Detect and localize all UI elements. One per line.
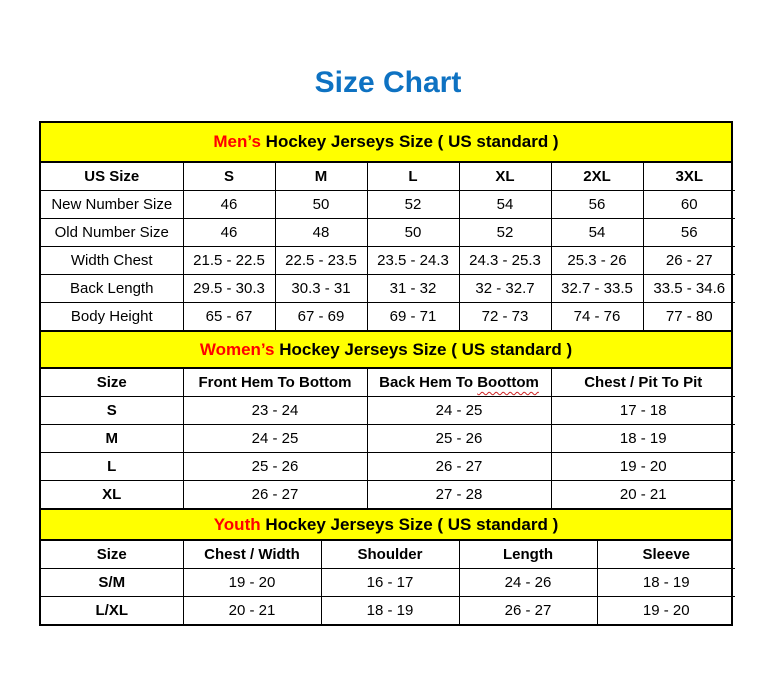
row-label: Back Length xyxy=(41,275,183,303)
womens-highlight: Women’s xyxy=(199,339,275,359)
table-cell: 56 xyxy=(643,219,735,247)
table-cell: 67 - 69 xyxy=(275,303,367,331)
table-row xyxy=(41,481,735,509)
youth-size-table xyxy=(41,541,735,624)
column-header: Size xyxy=(41,369,183,397)
table-cell: 74 - 76 xyxy=(551,303,643,331)
table-cell: 46 xyxy=(183,219,275,247)
table-row xyxy=(41,425,735,453)
row-label: M xyxy=(41,425,183,453)
table-cell: 26 - 27 xyxy=(643,247,735,275)
table-cell: 20 - 21 xyxy=(183,597,321,625)
youth-highlight: Youth xyxy=(213,514,261,534)
table-cell: 25 - 26 xyxy=(367,425,551,453)
table-cell: 23.5 - 24.3 xyxy=(367,247,459,275)
youth-header-row xyxy=(41,541,735,569)
table-cell: 52 xyxy=(459,219,551,247)
column-header: S xyxy=(183,163,275,191)
table-cell: 24 - 25 xyxy=(367,397,551,425)
table-cell: 54 xyxy=(459,191,551,219)
column-header: XL xyxy=(459,163,551,191)
row-label: Old Number Size xyxy=(41,219,183,247)
table-cell: 24 - 26 xyxy=(459,569,597,597)
table-row xyxy=(41,219,735,247)
table-cell: 65 - 67 xyxy=(183,303,275,331)
womens-section-title xyxy=(41,330,731,369)
misspelled-word: Boottom xyxy=(477,374,539,391)
table-cell: 19 - 20 xyxy=(597,597,735,625)
row-label: S xyxy=(41,397,183,425)
table-cell: 20 - 21 xyxy=(551,481,735,509)
table-cell: 46 xyxy=(183,191,275,219)
table-cell: 33.5 - 34.6 xyxy=(643,275,735,303)
table-cell: 19 - 20 xyxy=(551,453,735,481)
table-cell: 69 - 71 xyxy=(367,303,459,331)
row-label: New Number Size xyxy=(41,191,183,219)
table-cell: 32 - 32.7 xyxy=(459,275,551,303)
table-cell: 21.5 - 22.5 xyxy=(183,247,275,275)
table-cell: 56 xyxy=(551,191,643,219)
youth-title-rest: Hockey Jerseys Size ( US standard ) xyxy=(260,514,559,534)
table-cell: 72 - 73 xyxy=(459,303,551,331)
table-cell: 77 - 80 xyxy=(643,303,735,331)
row-label: Body Height xyxy=(41,303,183,331)
row-label: L xyxy=(41,453,183,481)
column-header: US Size xyxy=(41,163,183,191)
table-row xyxy=(41,569,735,597)
table-cell: 26 - 27 xyxy=(459,597,597,625)
table-cell: 32.7 - 33.5 xyxy=(551,275,643,303)
mens-header-row xyxy=(41,163,735,191)
column-header: Shoulder xyxy=(321,541,459,569)
table-cell: 25.3 - 26 xyxy=(551,247,643,275)
table-row xyxy=(41,453,735,481)
table-row xyxy=(41,191,735,219)
column-header: M xyxy=(275,163,367,191)
mens-title-rest: Hockey Jerseys Size ( US standard ) xyxy=(260,132,559,151)
table-cell: 25 - 26 xyxy=(183,453,367,481)
column-header: Length xyxy=(459,541,597,569)
table-cell: 26 - 27 xyxy=(367,453,551,481)
row-label: S/M xyxy=(41,569,183,597)
table-cell: 24.3 - 25.3 xyxy=(459,247,551,275)
column-header: Back Hem To Boottom xyxy=(367,369,551,397)
row-label: L/XL xyxy=(41,597,183,625)
page-title: Size Chart xyxy=(314,66,462,99)
column-header: Chest / Pit To Pit xyxy=(551,369,735,397)
mens-highlight: Men’s xyxy=(213,132,261,151)
column-header: Chest / Width xyxy=(183,541,321,569)
table-cell: 19 - 20 xyxy=(183,569,321,597)
column-header: Size xyxy=(41,541,183,569)
womens-size-table xyxy=(41,369,735,508)
table-cell: 23 - 24 xyxy=(183,397,367,425)
table-cell: 16 - 17 xyxy=(321,569,459,597)
mens-section-title xyxy=(41,123,731,163)
mens-size-table xyxy=(41,163,735,330)
table-cell: 50 xyxy=(275,191,367,219)
youth-section-title xyxy=(41,508,731,541)
table-row xyxy=(41,247,735,275)
table-cell: 48 xyxy=(275,219,367,247)
table-cell: 22.5 - 23.5 xyxy=(275,247,367,275)
row-label: Width Chest xyxy=(41,247,183,275)
table-cell: 18 - 19 xyxy=(597,569,735,597)
table-row xyxy=(41,597,735,625)
table-cell: 31 - 32 xyxy=(367,275,459,303)
table-cell: 18 - 19 xyxy=(551,425,735,453)
row-label: XL xyxy=(41,481,183,509)
table-cell: 50 xyxy=(367,219,459,247)
column-header: Front Hem To Bottom xyxy=(183,369,367,397)
column-header: 3XL xyxy=(643,163,735,191)
table-cell: 29.5 - 30.3 xyxy=(183,275,275,303)
column-header: Sleeve xyxy=(597,541,735,569)
table-cell: 60 xyxy=(643,191,735,219)
table-cell: 26 - 27 xyxy=(183,481,367,509)
womens-header-row xyxy=(41,369,735,397)
size-chart-tables xyxy=(39,121,733,626)
table-cell: 24 - 25 xyxy=(183,425,367,453)
table-cell: 27 - 28 xyxy=(367,481,551,509)
column-header: 2XL xyxy=(551,163,643,191)
table-cell: 18 - 19 xyxy=(321,597,459,625)
table-cell: 30.3 - 31 xyxy=(275,275,367,303)
table-row xyxy=(41,303,735,331)
table-cell: 54 xyxy=(551,219,643,247)
table-cell: 52 xyxy=(367,191,459,219)
table-row xyxy=(41,275,735,303)
womens-title-rest: Hockey Jerseys Size ( US standard ) xyxy=(274,339,573,359)
column-header: L xyxy=(367,163,459,191)
table-cell: 17 - 18 xyxy=(551,397,735,425)
table-row xyxy=(41,397,735,425)
